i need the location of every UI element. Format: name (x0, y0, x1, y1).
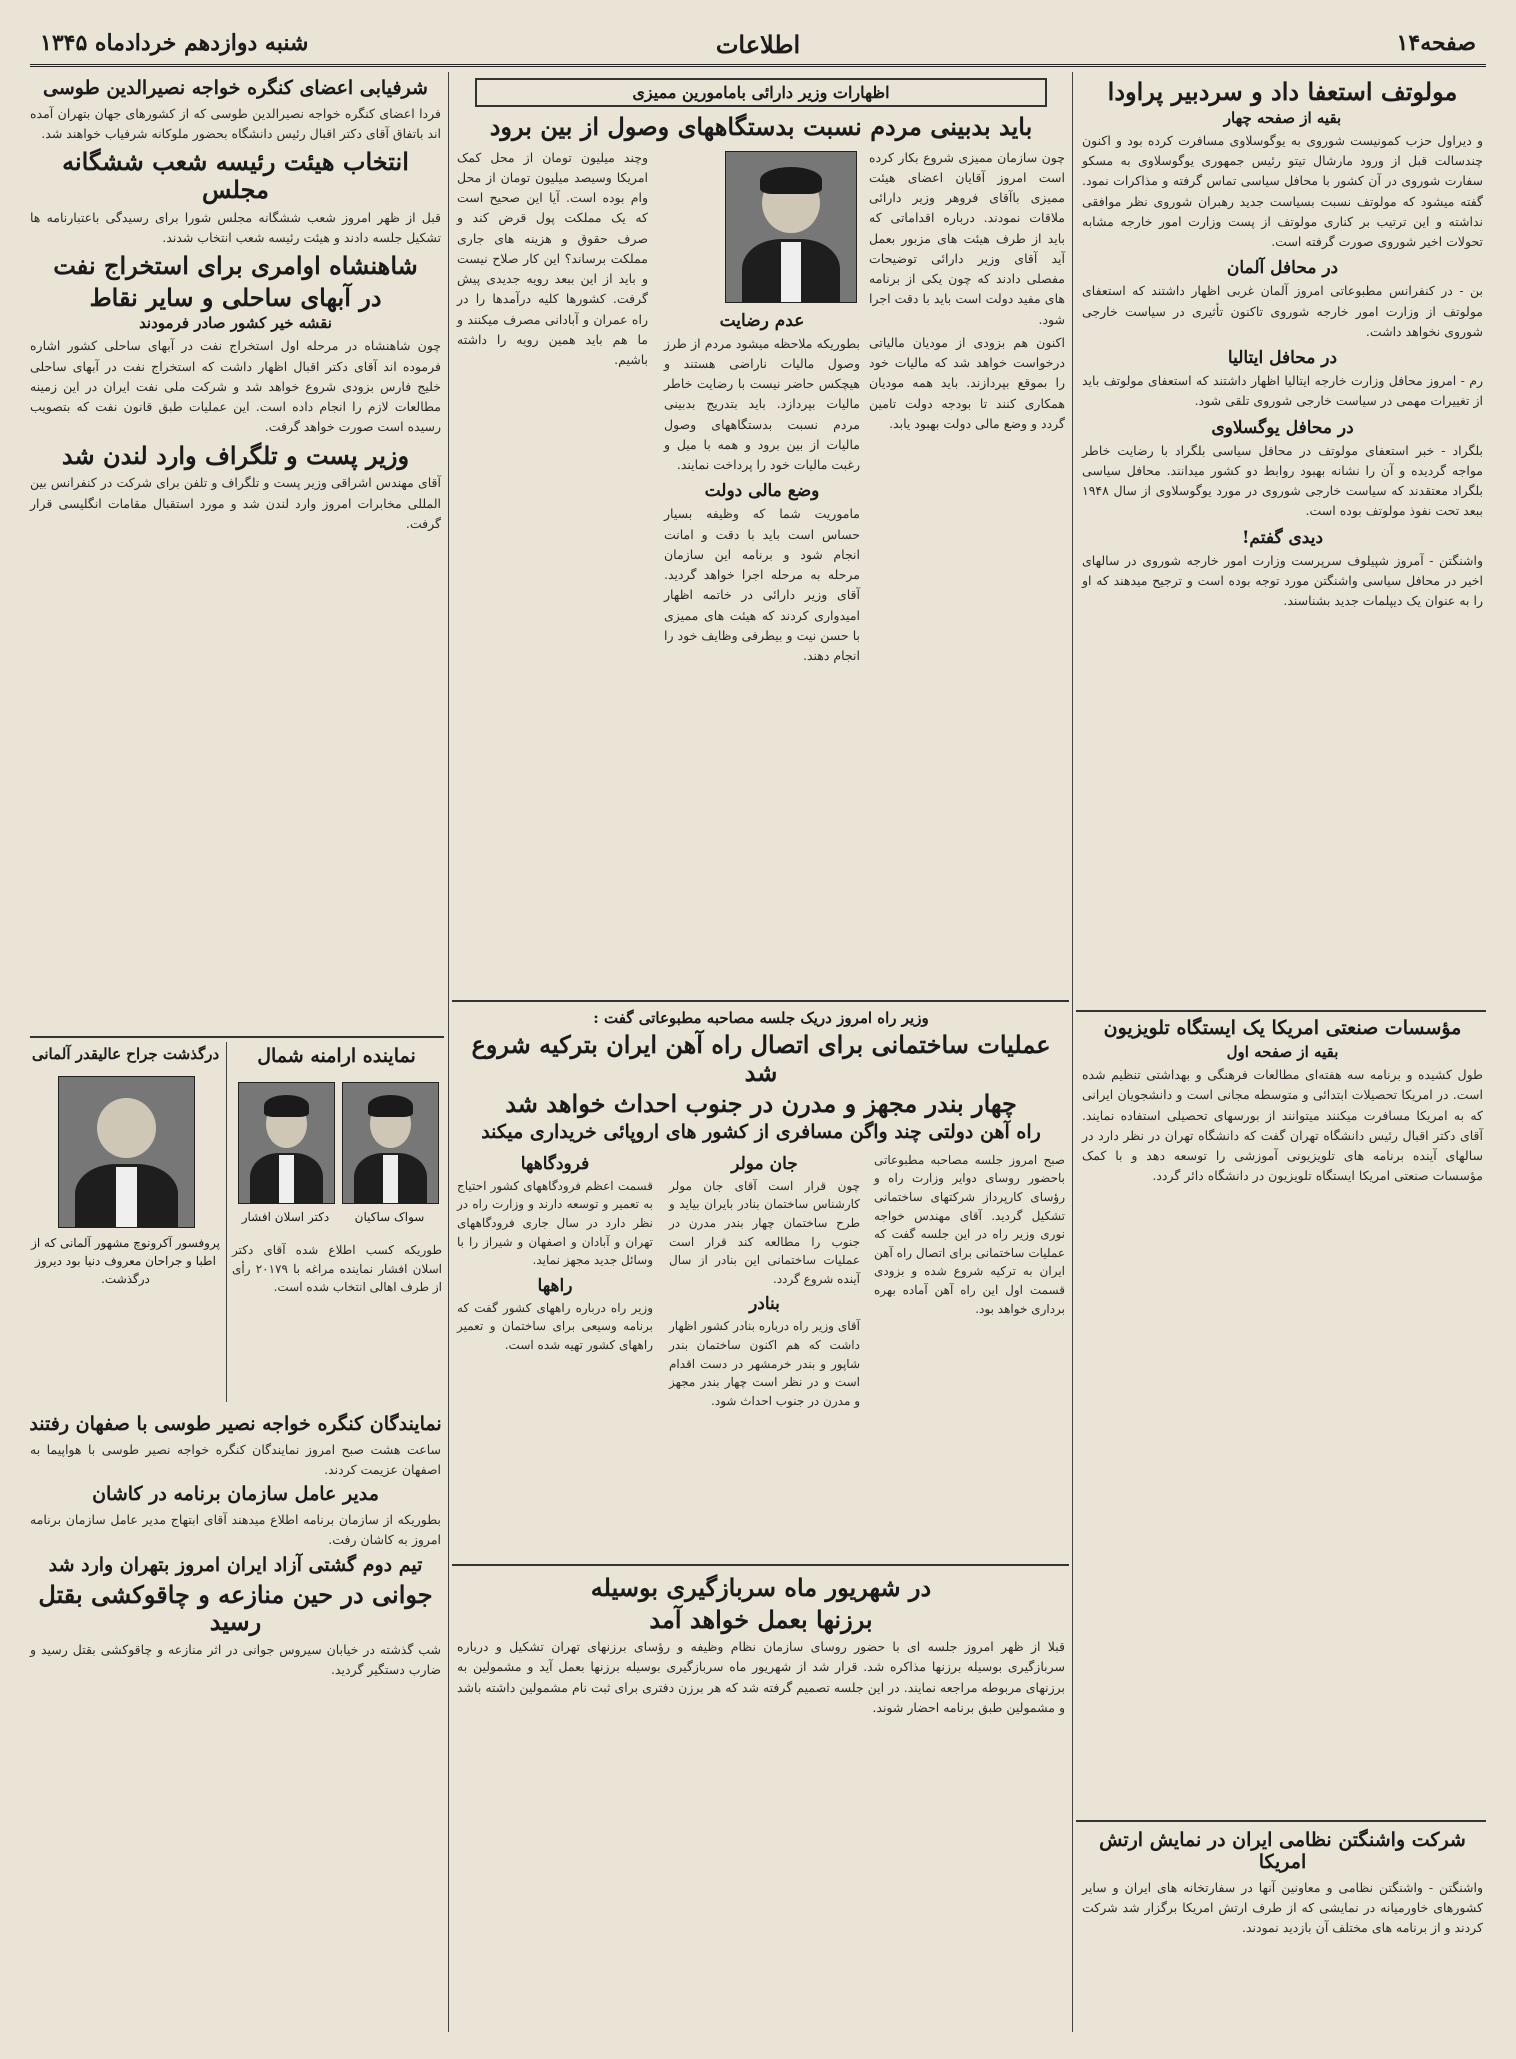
subheading: در محافل آلمان (1226, 258, 1339, 279)
headline-ports: چهار بندر مجهز و مدرن در جنوب احداث خواهد شد (505, 1089, 1017, 1119)
paper-name: اطلاعات (715, 30, 801, 59)
headline-congress: شرفیابی اعضای کنگره خواجه نصیرالدین طوسی (43, 77, 428, 99)
headline-majlis: انتخاب هیئت رئیسه شعب ششگانه مجلس (62, 147, 409, 204)
subheading: عدم رضایت (719, 310, 805, 331)
article-armenian-rep (230, 1042, 443, 1402)
article-text: واشنگتن - آمروز شپیلوف سرپرست وزارت امور خارجه شوروی در سالهای اخیر در محافل سیاسی واشنگتن مورد توجه بوده است و ترجیح میدهند که او را به عنوان یک دیپلمات جدید بشناسند. (1082, 552, 1483, 609)
page-date: شنبه دوازدهم خردادماه ۱۳۴۵ (40, 30, 309, 56)
headline-congress-isfahan: نمایندگان کنگره خواجه نصیر طوسی با صفهان رفتند (29, 1413, 442, 1435)
subheading: فرودگاهها (520, 1153, 590, 1174)
article-text: شب گذشته در خیابان سیروس جوانی در اثر منازعه و چاقوکشی بقتل رسید و ضارب دستگیر گردید. (30, 1641, 441, 1677)
surgeon-photo (58, 1076, 195, 1228)
article-text: صبح امروز جلسه مصاحبه مطبوعاتی باحضور روسای دوایر وزارت راه و رؤسای کارپرداز شرکتهای ساختمانی تشکیل گردید. آقای مهندس خواجه نوری وزیر راه در این جلسه گفت که عملیات ساختمانی برای اتصال راه آهن ایران به ترکیه شروع شده و بزودی قسمت اول این راه آهن آماده بهره برداری خواهد بود. (874, 1152, 1065, 1316)
article-text: چون سازمان ممیزی شروع بکار کرده است امروز آقایان اعضای هیئت ممیزی باآقای فروهر وزیر دارائی ملاقات نمودند. درباره اقداماتی که باید از طرف هیئت های مزبور بعمل آید آقای وزیر دارائی توضیحات مفصلی دادند که چون یکی از برنامه های مفید دولت است باید با دقت اجرا شود. (869, 149, 1065, 327)
section-rule (452, 1000, 1069, 1002)
subheading: جان مولر (731, 1153, 798, 1174)
subheading: بنادر (749, 1294, 780, 1315)
article-military (1080, 1826, 1485, 2026)
headline-oil-2: در آبهای ساحلی و سایر نقاط (89, 282, 382, 312)
article-text: طول کشیده و برنامه سه هفته‌ای مطالعات فرهنگی و بهداشتی تنظیم شده است. در امریکا تحصیلات ابتدائی و متوسطه مجانی است و دانشجویان ایرانی که به امریکا مسافرت میکنند میتوانند از بورسهای تحصیلی استفاده نمایند. آقای دکتر اقبال رئیس دانشگاه تهران گفت که دانشگاه تهران در نظر دارد در سالهای آینده برنامه های تلویزیونی آموزشی را توسعه دهد و با کمک مؤسسات صنعتی امریکا ایستگاه تلویزیون در دانشگاه دائر گردد. (1082, 1067, 1483, 1184)
headline-murder: جوانی در حین منازعه و چاقوکشی بقتل رسید (38, 1579, 433, 1637)
headline-plan-director: مدیر عامل سازمان برنامه در کاشان (92, 1483, 379, 1506)
article-text: فردا اعضای کنگره خواجه نصیرالدین طوسی که از کشورهای جهان بتهران آمده اند باتفاق آقای دکتر اقبال رئیس دانشگاه بحضور ملوکانه شرفیاب خواهند شد. (30, 105, 441, 142)
column-rule (226, 1042, 227, 1402)
article-text: ساعت هشت صبح امروز نمایندگان کنگره خواجه نصیر طوسی با هواپیما به اصفهان عزیمت کردند. (30, 1441, 441, 1478)
article-text: رم - امروز محافل وزارت خارجه ایتالیا اظهار داشتند که استعفای مولوتف باید از تغییرات مهمی در سیاست خارجی شوروی تلقی شود. (1082, 373, 1483, 409)
rep-photo-1 (342, 1082, 439, 1204)
headline-armenian-rep: نماینده ارامنه شمال (257, 1045, 416, 1067)
headline-finance: باید بدبینی مردم نسبت بدستگاههای وصول از بین برود (489, 112, 1033, 141)
article-text: وچند میلیون تومان از محل کمک امریکا وسیصد میلیون تومان از محل وام بوده است. آیا این صحیح است که یک مملکت پول قرض کند و صرف حقوق و هزینه های جاری مملکت برساند؟ این کار صلاح نیست و باید از این ببعد رویه جدیدی پیش گرفت. کشورها کلیه درآمدها را در راه عمران و آبادانی مصرف میکنند و ما هم باید همین رویه را داشته باشیم. (457, 149, 648, 368)
section-rule (30, 1036, 444, 1038)
masthead (30, 24, 1486, 67)
subheading: دیدی گفتم! (1241, 527, 1324, 548)
subheading: در محافل ایتالیا (1227, 348, 1338, 369)
article-text: و دیراول حزب کمونیست شوروی به یوگوسلاوی مسافرت کرده بود و اکنون چندسالت قبل از ورود مارشال تیتو رئیس جمهوری یوگوسلاوی به مسکو سفارت شوروی در آن کشور با محافل سیاسی تماس گرفته و مذاکرات نمود. گفته میشود که مولوتف نسبت بسیاست جدید رهبران شوروی نظر موافقی نداشته و این ترتیب بر کناری مولوتف از پست وزارت امور خارجه مشابه تحولات اخیر شوروی صورت گرفته است. (1082, 132, 1483, 250)
article-surgeon (28, 1042, 223, 1402)
headline-television: مؤسسات صنعتی امریکا یک ایستگاه تلویزیون (1103, 1017, 1462, 1039)
section-rule (1076, 1820, 1486, 1822)
headline-post-minister: وزیر پست و تلگراف وارد لندن شد (61, 440, 410, 470)
article-text: آقای وزیر راه درباره بنادر کشور اظهار داشت که هم اکنون ساختمان بندر شاپور و بندر خرمشهر در دست اقدام است و در نظر است چهار بندر مجهز و مدرن در جنوب احداث شود. (669, 1319, 860, 1408)
headline-conscription-2: برزنها بعمل خواهد آمد (649, 1604, 873, 1634)
headline-military: شرکت واشنگتن نظامی ایران در نمایش ارتش امریکا (1099, 1829, 1466, 1873)
page-number: صفحه۱۴ (1396, 30, 1476, 56)
article-text: وزیر راه درباره راههای کشور گفت که برنامه وسیعی برای ساختمان و تعمیر راههای کشور تهیه شده است. (457, 1300, 653, 1353)
continued-note: بقیه از صفحه اول (1226, 1042, 1339, 1061)
article-television (1080, 1014, 1485, 1814)
article-finance (455, 74, 1067, 994)
article-text: بلگراد - خبر استعفای مولوتف در محافل سیاسی بلگراد با رضایت خاطر مواجه گردیده و آن را نشانه بهبود روابط دو کشور میدانند. محافل سیاسی بلگراد معتقدند که سیاست خارجی شوروی در مورد یوگوسلاوی از سال ۱۹۴۸ ببعد تحت نفوذ مولوتف بوده است. (1082, 442, 1483, 519)
headline-molotov: مولوتف استعفا داد و سردبیر پراودا (1107, 77, 1458, 106)
article-text: بطوریکه از سازمان برنامه اطلاع میدهند آقای ابتهاج مدیر عامل سازمان برنامه امروز به کاشان رفت. (30, 1512, 441, 1548)
subheading: در محافل یوگسلاوی (1211, 417, 1354, 438)
deck-wagons: راه آهن دولتی چند واگن مسافری از کشور های اروپائی خریداری میکند (481, 1121, 1041, 1144)
article-text: قبلا از ظهر امروز جلسه ای با حضور روسای سازمان نظام وظیفه و رؤسای برزنهای تهران تشکیل و درباره سربازگیری بوسیله برزنها مذاکره شد. قرار شد از شهریور ماه سربازگیری بوسیله برزنها بعمل آید و مشمولین به برزنهای مربوطه مراجعه نمایند. در این جلسه تصمیم گرفته شد که هر برزن دفتری برای ثبت نام مشمولین داشته باشد و مشمولین طبق برنامه احضار شوند. (457, 1639, 1065, 1715)
article-text: قبل از ظهر امروز شعب ششگانه مجلس شورا برای رسیدگی باعتبارنامه ها تشکیل جلسه دادند و هیئت رئیسه شعب انتخاب شدند. (30, 209, 441, 245)
headline-oil: شاهنشاه اوامری برای استخراج نفت (53, 251, 418, 281)
kicker-roads: وزیر راه امروز دریک جلسه مصاحبه مطبوعاتی گفت : (593, 1009, 929, 1027)
article-text: اکنون هم بزودی از مودیان مالیاتی درخواست خواهد شد که مالیات خود را بموقع بپردازند. باید همه مودیان همکاری کنند تا بودجه دولت تامین گردد و وضع مالی دولت بهبود یابد. (869, 334, 1065, 431)
headline-wrestling-team: تیم دوم گشتی آزاد ایران امروز بتهران وارد شد (48, 1553, 423, 1576)
article-text: چون شاهنشاه در مرحله اول استخراج نفت در آبهای ساحلی کشور اشاره فرموده اند آقای دکتر اقبال اظهار داشت که استخراج نفت در آبهای ساحلی خلیج فارس بزودی شروع خواهد شد و شرکت ملی نفت ایران در این زمینه مطالعات لازم را انجام داده است. این عملیات طبق قانون نفت که بتصویب رسیده است صورت خواهد گرفت. (30, 338, 441, 435)
column-rule (1072, 72, 1073, 2032)
minister-photo (725, 151, 857, 303)
column-rule (448, 72, 449, 2032)
article-text: طوریکه کسب اطلاع شده آقای دکتر اسلان افشار نماینده مراغه با ۲۰۱۷۹ رأی از طرف اهالی انتخاب شده است. (232, 1243, 442, 1295)
left-top-articles (28, 74, 443, 1034)
section-rule (1076, 1010, 1486, 1012)
article-text: بطوریکه ملاحظه میشود مردم از طرز وصول مالیات ناراضی هستند و هیچکس حاضر نیست با رضایت خاطر مالیات بپردازد. باید بتدریج بدبینی مردم نسبت بدستگاههای وصول مالیات از بین برود و همه با میل و رغبت مالیات خود را پرداخت نمایند. (664, 335, 860, 473)
article-text: ماموریت شما که وظیفه بسیار حساس است باید با دقت و امانت انجام شود و برنامه این سازمان مرحله به مرحله اجرا خواهد گردید. آقای وزیر دارائی در خاتمه اظهار امیدواری کردند که هیئت های ممیزی با حسن نیت و بیطرفی وظایف خود را انجام دهند. (664, 506, 860, 664)
article-text: واشنگتن - واشنگتن نظامی و معاونین آنها در سفارتخانه های ایران و سایر کشورهای خاورمیانه در نمایشی که از طرف ارتش امریکا برگزار شد شرکت کردند و از برنامه های مختلف آن بازدید نمودند. (1082, 1879, 1483, 1936)
article-text: قسمت اعظم فرودگاههای کشور احتیاج به تعمیر و توسعه دارند و وزارت راه در نظر دارد در سال جاری فرودگاههای تهران و آبادان و اصفهان و شیراز را با وسائل جدید مجهز نماید. (457, 1178, 653, 1268)
article-text: آقای مهندس اشراقی وزیر پست و تلگراف و تلفن برای شرکت در کنفرانس بین المللی مخابرات امروز وارد لندن شد و مورد استقبال مقامات انگلیسی قرار گرفت. (30, 475, 441, 531)
article-roads (455, 1006, 1067, 1558)
article-text: چون قرار است آقای جان مولر کارشناس ساختمان بنادر بایران بیاید و طرح ساختمان چهار بندر مدرن در جنوب را مطالعه کند قرار است عملیات ساختمانی این بنادر از سال آینده شروع گردد. (669, 1178, 860, 1286)
headline-roads: عملیات ساختمانی برای اتصال راه آهن ایران بترکیه شروع شد (471, 1030, 1051, 1087)
subheading: راهها (537, 1275, 573, 1296)
caption-rep-1: سواک ساکیان (354, 1210, 425, 1224)
headline-surgeon: درگذشت جراح عالیقدر آلمانی (31, 1045, 220, 1063)
left-bottom-articles (28, 1410, 443, 2030)
kicker-oil: نقشه خیر کشور صادر فرمودند (139, 314, 332, 333)
article-molotov (1080, 74, 1485, 1004)
headline-conscription: در شهریور ماه سربازگیری بوسیله (590, 1573, 932, 1602)
section-rule (452, 1564, 1069, 1566)
article-text: بن - در کنفرانس مطبوعاتی امروز آلمان غربی اظهار داشتند که استعفای مولوتف از وزارت امور خارجه شوروی تاکنون تأثیری در سیاست خارجی شوروی نخواهد داشت. (1082, 283, 1483, 339)
article-conscription (455, 1570, 1067, 2030)
kicker-finance: اظهارات وزیر دارائی بامامورین ممیزی (475, 78, 1047, 107)
rep-photo-2 (238, 1082, 335, 1204)
continued-note: بقیه از صفحه چهار (1223, 108, 1342, 127)
subheading: وضع مالی دولت (704, 481, 820, 502)
caption-surgeon: پروفسور آکرونوچ مشهور آلمانی که از اطبا و جراحان معروف دنیا بود دیروز درگذشت. (31, 1236, 220, 1286)
caption-rep-2: دکتر اسلان افشار (241, 1210, 330, 1224)
